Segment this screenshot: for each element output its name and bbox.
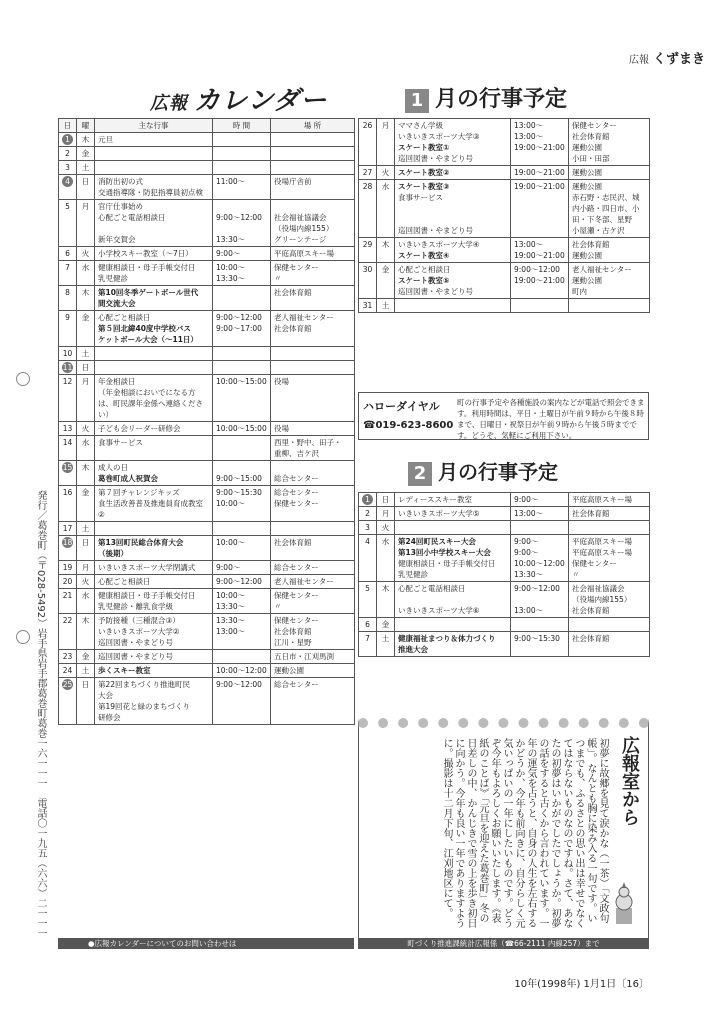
day-cell: 21 [59, 589, 77, 614]
day-cell: 8 [59, 286, 77, 311]
weekday-cell: 土 [377, 632, 395, 657]
table-row [359, 263, 650, 299]
essay-title: 広報室から [619, 736, 640, 826]
event-cell: 健康相談日・母子手帳交付日 乳児健診 [95, 261, 213, 286]
place-cell [271, 161, 355, 175]
place-cell: 保健センター 社会体育館 運動公園 小田・田部 [569, 119, 650, 166]
event-cell: 健康相談日・母子手帳交付日 乳児健診・離乳食学級 [95, 589, 213, 614]
event-cell: 小学校スキー教室（〜7日） [95, 247, 213, 261]
event-cell [395, 521, 511, 535]
time-cell: 9:00〜12:00 13:30〜 [213, 200, 271, 247]
jan-calendar-table [58, 118, 355, 725]
day-cell: 12 [59, 375, 77, 422]
event-cell: 心配ごと電話相談日 いきいきスポーツ大学⑥ [395, 582, 511, 618]
weekday-cell: 水 [77, 589, 95, 614]
place-cell: 老人福祉センター [271, 575, 355, 589]
weekday-cell: 木 [377, 238, 395, 263]
weekday-cell: 水 [77, 436, 95, 461]
event-cell: 第24回町民スキー大会 第13回小中学校スキー大会 健康相談日・母子手帳交付日 乳児健診 [395, 535, 511, 582]
table-row [59, 311, 355, 347]
hello-dial-text: 町の行事予定や各種施設の案内などが電話で照会できます。利用時間は、平日・土曜日が午前９時から午後８時まで、日曜日・祝祭日が午前９時から午後５時までです。どうぞ、気軽にご利用下さい。 [457, 398, 645, 440]
day-cell: 19 [59, 561, 77, 575]
pr-office-essay [358, 718, 649, 942]
time-cell: 10:00〜 13:30〜 [213, 589, 271, 614]
event-cell [95, 161, 213, 175]
table-row [59, 286, 355, 311]
event-cell: 巡回図書・やまどり号 [95, 650, 213, 664]
place-cell: 社会福祉協議会 （役場内線155） 社会体育館 [569, 582, 650, 618]
place-cell: 役場 [271, 375, 355, 422]
place-cell: 老人福祉センター 運動公園 町内 [569, 263, 650, 299]
time-cell: 10:00〜 [213, 536, 271, 561]
weekday-cell: 土 [377, 299, 395, 313]
time-cell: 10:00〜15:00 [213, 422, 271, 436]
place-cell: 西里・野中、田子・ 重柳、吉ケ沢 [271, 436, 355, 461]
weekday-cell: 金 [77, 311, 95, 347]
event-cell: 食事サービス [95, 436, 213, 461]
table-row [59, 422, 355, 436]
weekday-cell: 金 [77, 650, 95, 664]
day-cell: 15 [59, 461, 77, 486]
time-cell [213, 650, 271, 664]
time-cell: 9:00〜15:30 10:00〜 [213, 486, 271, 522]
place-cell: 総合センター [271, 461, 355, 486]
weekday-cell: 日 [77, 678, 95, 725]
table-row [59, 133, 355, 147]
event-cell: 歩くスキー教室 [95, 664, 213, 678]
weekday-cell: 土 [77, 522, 95, 536]
day-cell: 25 [59, 678, 77, 725]
day-cell: 1 [59, 133, 77, 147]
table-row [359, 180, 650, 238]
new-year-decoration-icon [610, 878, 638, 928]
time-cell: 13:30〜 13:00〜 [213, 614, 271, 650]
place-cell: 社会体育館 [569, 507, 650, 521]
day-cell: 17 [59, 522, 77, 536]
table-row [59, 664, 355, 678]
place-cell: 運動公園 [271, 664, 355, 678]
day-cell: 6 [359, 618, 377, 632]
day-cell: 11 [59, 361, 77, 375]
day-cell: 7 [59, 261, 77, 286]
table-row [359, 299, 650, 313]
masthead-logo: 広報 くずまき [628, 52, 705, 67]
table-row [359, 238, 650, 263]
weekday-cell: 日 [77, 536, 95, 561]
table-row [59, 589, 355, 614]
weekday-cell: 月 [377, 507, 395, 521]
event-cell: いきいきスポーツ大学閉講式 [95, 561, 213, 575]
table-row [359, 632, 650, 657]
weekday-cell: 金 [377, 263, 395, 299]
time-cell: 9:00〜15:00 [213, 461, 271, 486]
table-row [59, 161, 355, 175]
table-row [59, 147, 355, 161]
day-cell: 2 [359, 507, 377, 521]
table-row [59, 247, 355, 261]
event-cell: レディーススキー教室 [395, 493, 511, 507]
day-cell: 9 [59, 311, 77, 347]
table-row [359, 535, 650, 582]
day-cell: 24 [59, 664, 77, 678]
place-cell [271, 133, 355, 147]
binder-hole [16, 372, 30, 386]
time-cell [213, 133, 271, 147]
hello-dial-box [358, 392, 649, 440]
table-row [59, 261, 355, 286]
time-cell: 9:00〜 9:00〜 10:00〜12:00 13:30〜 [511, 535, 569, 582]
weekday-cell: 水 [77, 261, 95, 286]
hello-dial-title: ハローダイヤル [363, 400, 440, 413]
table-row [359, 507, 650, 521]
time-cell [213, 286, 271, 311]
place-cell: 社会福祉協議会 （役場内線155） グリーンテージ [271, 200, 355, 247]
day-cell: 27 [359, 166, 377, 180]
time-cell: 19:00〜21:00 [511, 166, 569, 180]
column-header: 場 所 [271, 119, 355, 133]
jan-title: 1 月の行事予定 [405, 82, 567, 113]
place-cell [569, 521, 650, 535]
day-cell: 6 [59, 247, 77, 261]
day-cell: 1 [359, 493, 377, 507]
time-cell: 13:00〜 [511, 507, 569, 521]
weekday-cell: 火 [77, 422, 95, 436]
table-row [59, 536, 355, 561]
time-cell [213, 161, 271, 175]
event-cell: 成人の日 葛巻町成人祝賀会 [95, 461, 213, 486]
table-row [59, 175, 355, 200]
hello-dial-tel: ☎019-623-8600 [363, 420, 454, 431]
place-cell: 老人福祉センター 社会体育館 [271, 311, 355, 347]
time-cell [511, 618, 569, 632]
place-cell: 運動公園 赤石野・志民沢、城 内小路・四日市、小 田・下冬部、星野 小屋瀬・古ケ沢 [569, 180, 650, 238]
place-cell [271, 347, 355, 361]
publisher-side-text: 発行／葛巻町（〒028-5492）岩手県岩手郡葛巻町葛巻一六一一一 電話〇一九五（六六）二一一一 [35, 490, 46, 939]
weekday-cell: 金 [77, 486, 95, 522]
table-row [359, 166, 650, 180]
table-row [59, 375, 355, 422]
table-row [59, 678, 355, 725]
place-cell: 平庭高原スキー場 [271, 247, 355, 261]
day-cell: 28 [359, 180, 377, 238]
day-cell: 5 [59, 200, 77, 247]
event-cell: 第22回まちづくり推進町民 大会 第19回花と緑のまちづくり 研修会 [95, 678, 213, 725]
place-cell: 五日市・江刈馬渕 [271, 650, 355, 664]
table-row [59, 650, 355, 664]
table-row [359, 119, 650, 166]
column-header: 時 間 [213, 119, 271, 133]
place-cell: 社会体育館 [569, 632, 650, 657]
place-cell [271, 522, 355, 536]
day-cell: 3 [59, 161, 77, 175]
weekday-cell: 月 [77, 200, 95, 247]
event-cell [95, 522, 213, 536]
time-cell: 9:00〜15:30 [511, 632, 569, 657]
weekday-cell: 木 [77, 614, 95, 650]
event-cell: 心配ごと相談日 第５回北緯40度中学校バス ケットボール大会（〜11日） [95, 311, 213, 347]
event-cell: 第13回町民総合体育大会 （後期） [95, 536, 213, 561]
table-row [59, 522, 355, 536]
table-row [59, 614, 355, 650]
place-cell: 社会体育館 運動公園 [569, 238, 650, 263]
time-cell [213, 361, 271, 375]
calendar-title: 広報 カレンダー [150, 86, 328, 116]
table-row [359, 618, 650, 632]
day-cell: 23 [59, 650, 77, 664]
inquiry-footer: ●広報カレンダーについてのお問い合わせは [58, 938, 354, 949]
day-cell: 4 [59, 175, 77, 200]
weekday-cell: 火 [77, 247, 95, 261]
day-cell: 29 [359, 238, 377, 263]
time-cell: 13:00〜 13:00〜 19:00〜21:00 [511, 119, 569, 166]
event-cell: 健康福祉まつり＆体力づくり 推進大会 [395, 632, 511, 657]
weekday-cell: 金 [77, 147, 95, 161]
time-cell: 11:00〜 [213, 175, 271, 200]
day-cell: 20 [59, 575, 77, 589]
table-row [359, 582, 650, 618]
time-cell [213, 347, 271, 361]
weekday-cell: 水 [377, 535, 395, 582]
weekday-cell: 水 [377, 180, 395, 238]
event-cell: ママさん学級 いきいきスポーツ大学③ スケート教室① 巡回図書・やまどり号 [395, 119, 511, 166]
weekday-cell: 日 [377, 493, 395, 507]
table-row [359, 493, 650, 507]
place-cell: 役場庁舎前 [271, 175, 355, 200]
day-cell: 10 [59, 347, 77, 361]
weekday-cell: 火 [377, 166, 395, 180]
inquiry-footer-contact: 町づくり推進課統計広報係（☎66-2111 内線257）まで [358, 938, 649, 949]
day-cell: 4 [359, 535, 377, 582]
event-cell [95, 347, 213, 361]
event-cell [395, 618, 511, 632]
event-cell: 心配ごと相談日 [95, 575, 213, 589]
weekday-cell: 金 [377, 618, 395, 632]
time-cell [213, 436, 271, 461]
time-cell [511, 521, 569, 535]
event-cell: 第７回チャレンジキッズ 食生活改善普及推進員育成教室② [95, 486, 213, 522]
table-row [59, 461, 355, 486]
day-cell: 3 [359, 521, 377, 535]
day-cell: 16 [59, 486, 77, 522]
time-cell: 9:00〜12:00 [213, 678, 271, 725]
event-cell: いきいきスポーツ大学⑤ [395, 507, 511, 521]
weekday-cell: 木 [377, 582, 395, 618]
day-cell: 18 [59, 536, 77, 561]
day-cell: 31 [359, 299, 377, 313]
weekday-cell: 木 [77, 461, 95, 486]
place-cell: 総合センター 保健センター [271, 486, 355, 522]
event-cell [95, 361, 213, 375]
event-cell: 官庁仕事始め 心配ごと電話相談日 新年交賀会 [95, 200, 213, 247]
place-cell [271, 147, 355, 161]
time-cell [213, 147, 271, 161]
feb-calendar-table [358, 492, 650, 657]
event-cell [95, 147, 213, 161]
weekday-cell: 月 [77, 561, 95, 575]
event-cell: 予防接種（三種混合③） いきいきスポーツ大学② 巡回図書・やまどり号 [95, 614, 213, 650]
day-cell: 30 [359, 263, 377, 299]
table-row [59, 200, 355, 247]
event-cell: 子ども会リーダー研修会 [95, 422, 213, 436]
weekday-cell: 火 [377, 521, 395, 535]
column-header: 日 [59, 119, 77, 133]
place-cell: 保健センター 社会体育館 江川・星野 [271, 614, 355, 650]
time-cell: 9:00〜12:00 9:00〜17:00 [213, 311, 271, 347]
feb-title: 2 月の行事予定 [408, 456, 558, 486]
event-cell: 年金相談日 （年金相談においでになる方は、町民課年金係へ連絡ください） [95, 375, 213, 422]
day-cell: 22 [59, 614, 77, 650]
place-cell: 社会体育館 [271, 536, 355, 561]
place-cell: 役場 [271, 422, 355, 436]
time-cell: 9:00〜12:00 19:00〜21:00 [511, 263, 569, 299]
table-row [59, 436, 355, 461]
day-cell: 26 [359, 119, 377, 166]
time-cell [511, 299, 569, 313]
event-cell: 元旦 [95, 133, 213, 147]
place-cell: 運動公園 [569, 166, 650, 180]
weekday-cell: 土 [77, 664, 95, 678]
weekday-cell: 月 [77, 375, 95, 422]
event-cell: いきいきスポーツ大学④ スケート教室④ [395, 238, 511, 263]
event-cell [395, 299, 511, 313]
column-header: 曜 [77, 119, 95, 133]
weekday-cell: 土 [77, 347, 95, 361]
place-cell: 社会体育館 [271, 286, 355, 311]
place-cell [569, 618, 650, 632]
day-cell: 14 [59, 436, 77, 461]
event-cell: スケート教室② [395, 166, 511, 180]
place-cell: 総合センター [271, 561, 355, 575]
essay-body: 初夢に故郷を見て涙かな（一茶）「文政句帳」。なんとも胸に染み入る一句です。いつまでも、ふるさとの思い出は幸せでなくてはならないものなのですね。さて、あなたの初夢はいかがでしたでしょうか。初夢の話をすると古くから言われています。一年の運気を占うと、自身の人生を左右するかどうか、今年も前向きに、自分らしく元気いっぱいの一年にしたいものです。どうぞ今年もよろしくお願いいたします。《表紙のことば》「元旦を迎えた葛巻町」冬の日差しの中、かんじきで雪の上を歩き初日に向かう。今年も良い一年でありますように。撮影は十二月下旬、江刈地区にて。 [441, 738, 608, 928]
event-cell: 消防出初の式 交通指導隊・防犯指導員初点検 [95, 175, 213, 200]
weekday-cell: 木 [77, 286, 95, 311]
weekday-cell: 木 [77, 133, 95, 147]
time-cell: 10:00〜 13:30〜 [213, 261, 271, 286]
table-row [59, 361, 355, 375]
time-cell: 9:00〜12:00 [213, 575, 271, 589]
place-cell: 平庭高原スキー場 [569, 493, 650, 507]
weekday-cell: 日 [77, 175, 95, 200]
place-cell: 保健センター 〃 [271, 589, 355, 614]
time-cell: 9:00〜12:00 13:00〜 [511, 582, 569, 618]
time-cell: 9:00〜 [213, 561, 271, 575]
table-row [59, 575, 355, 589]
place-cell: 平庭高原スキー場 平庭高原スキー場 保健センター 〃 [569, 535, 650, 582]
table-row [59, 561, 355, 575]
time-cell: 9:00〜 [213, 247, 271, 261]
table-row [359, 521, 650, 535]
place-cell [569, 299, 650, 313]
weekday-cell: 日 [77, 361, 95, 375]
time-cell: 19:00〜21:00 [511, 180, 569, 238]
time-cell: 10:00〜12:00 [213, 664, 271, 678]
jan-calendar-table-cont [358, 118, 650, 313]
place-cell: 保健センター 〃 [271, 261, 355, 286]
event-cell: スケート教室③ 食事サービス 巡回図書・やまどり号 [395, 180, 511, 238]
time-cell: 10:00〜15:00 [213, 375, 271, 422]
day-cell: 5 [359, 582, 377, 618]
day-cell: 13 [59, 422, 77, 436]
time-cell [213, 522, 271, 536]
place-cell [271, 361, 355, 375]
time-cell: 13:00〜 19:00〜21:00 [511, 238, 569, 263]
weekday-cell: 土 [77, 161, 95, 175]
weekday-cell: 火 [77, 575, 95, 589]
column-header: 主な行事 [95, 119, 213, 133]
table-row [59, 347, 355, 361]
day-cell: 7 [359, 632, 377, 657]
place-cell: 総合センター [271, 678, 355, 725]
issue-date: 10年(1998年) 1月1日〔16〕 [514, 979, 649, 990]
weekday-cell: 月 [377, 119, 395, 166]
event-cell: 心配ごと相談日 スケート教室⑤ 巡回図書・やまどり号 [395, 263, 511, 299]
day-cell: 2 [59, 147, 77, 161]
event-cell: 第10回冬季ゲートボール世代 間交流大会 [95, 286, 213, 311]
time-cell: 9:00〜 [511, 493, 569, 507]
table-row [59, 486, 355, 522]
